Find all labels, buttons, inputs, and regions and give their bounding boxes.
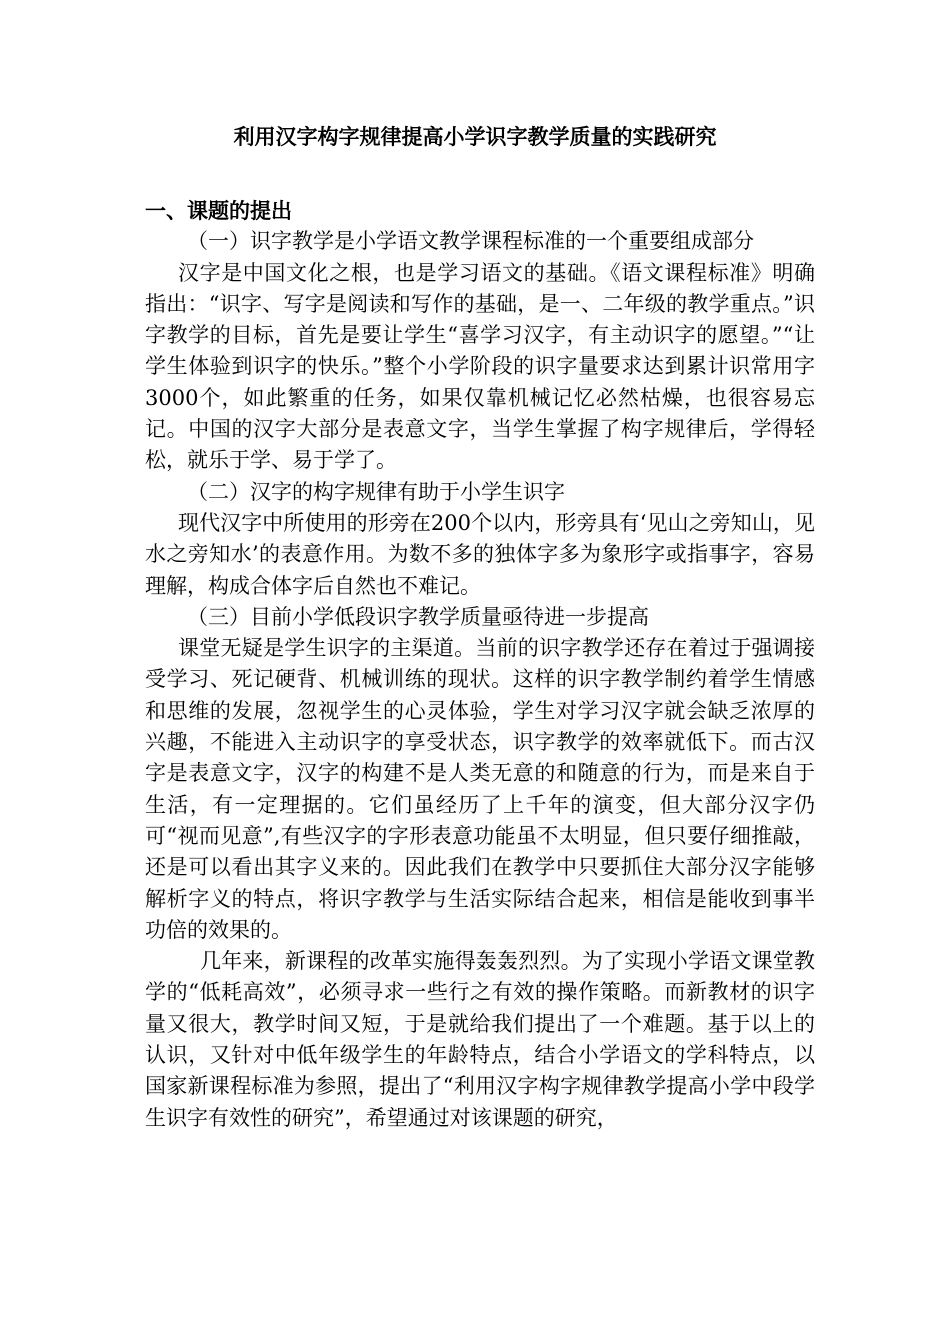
subsection-heading-2: （二）汉字的构字规律有助于小学生识字 [187, 479, 565, 504]
section-heading: 一、课题的提出 [145, 198, 292, 223]
paragraph-3: 课堂无疑是学生识字的主渠道。当前的识字教学还存在着过于强调接受学习、死记硬背、机械训练的现状。这样的识字教学制约着学生情感和思维的发展，忽视学生的心灵体验，学生对学习汉字就会缺乏浓厚的兴趣，不能进入主动识字的享受状态，识字教学的效率就低下。而古汉字是表意文字，汉字的构建不是人类无意的和随意的行为，而是来自于生活，有一定理据的。它们虽经历了上千年的演变，但大部分汉字仍可“视而见意”,有些汉字的字形表意功能虽不太明显，但只要仔细推敲，还是可以看出其字义来的。因此我们在教学中只要抓住大部分汉字能够解析字义的特点，将识字教学与生活实际结合起来，相信是能收到事半功倍的效果的。 [145, 636, 815, 942]
document-title: 利用汉字构字规律提高小学识字教学质量的实践研究 [233, 124, 717, 149]
subsection-heading-1: （一）识字教学是小学语文教学课程标准的一个重要组成部分 [187, 229, 754, 254]
subsection-heading-3: （三）目前小学低段识字教学质量亟待进一步提高 [187, 604, 649, 629]
document-body [145, 195, 815, 1134]
paragraph-1: 汉字是中国文化之根，也是学习语文的基础。《语文课程标准》明确指出：“识字、写字是阅读和写作的基础，是一、二年级的教学重点。”识字教学的目标，首先是要让学生“喜学习汉字，有主动识字的愿望。”“让学生体验到识字的快乐。”整个小学阶段的识字量要求达到累计识常用字3000个，如此繁重的任务，如果仅靠机械记忆必然枯燥，也很容易忘记。中国的汉字大部分是表意文字，当学生掌握了构字规律后，学得轻松，就乐于学、易于学了。 [145, 260, 815, 473]
paragraph-2: 现代汉字中所使用的形旁在200个以内，形旁具有‘见山之旁知山，见水之旁知水’的表意作用。为数不多的独体字多为象形字或指事字，容易理解，构成合体字后自然也不难记。 [145, 510, 815, 598]
paragraph-4: 几年来，新课程的改革实施得轰轰烈烈。为了实现小学语文课堂教学的“低耗高效”，必须寻求一些行之有效的操作策略。而新教材的识字量又很大，教学时间又短，于是就给我们提出了一个难题。基于以上的认识，又针对中低年级学生的年龄特点，结合小学语文的学科特点，以国家新课程标准为参照，提出了“利用汉字构字规律教学提高小学中段学生识字有效性的研究”，希望通过对该课题的研究， [145, 949, 815, 1130]
